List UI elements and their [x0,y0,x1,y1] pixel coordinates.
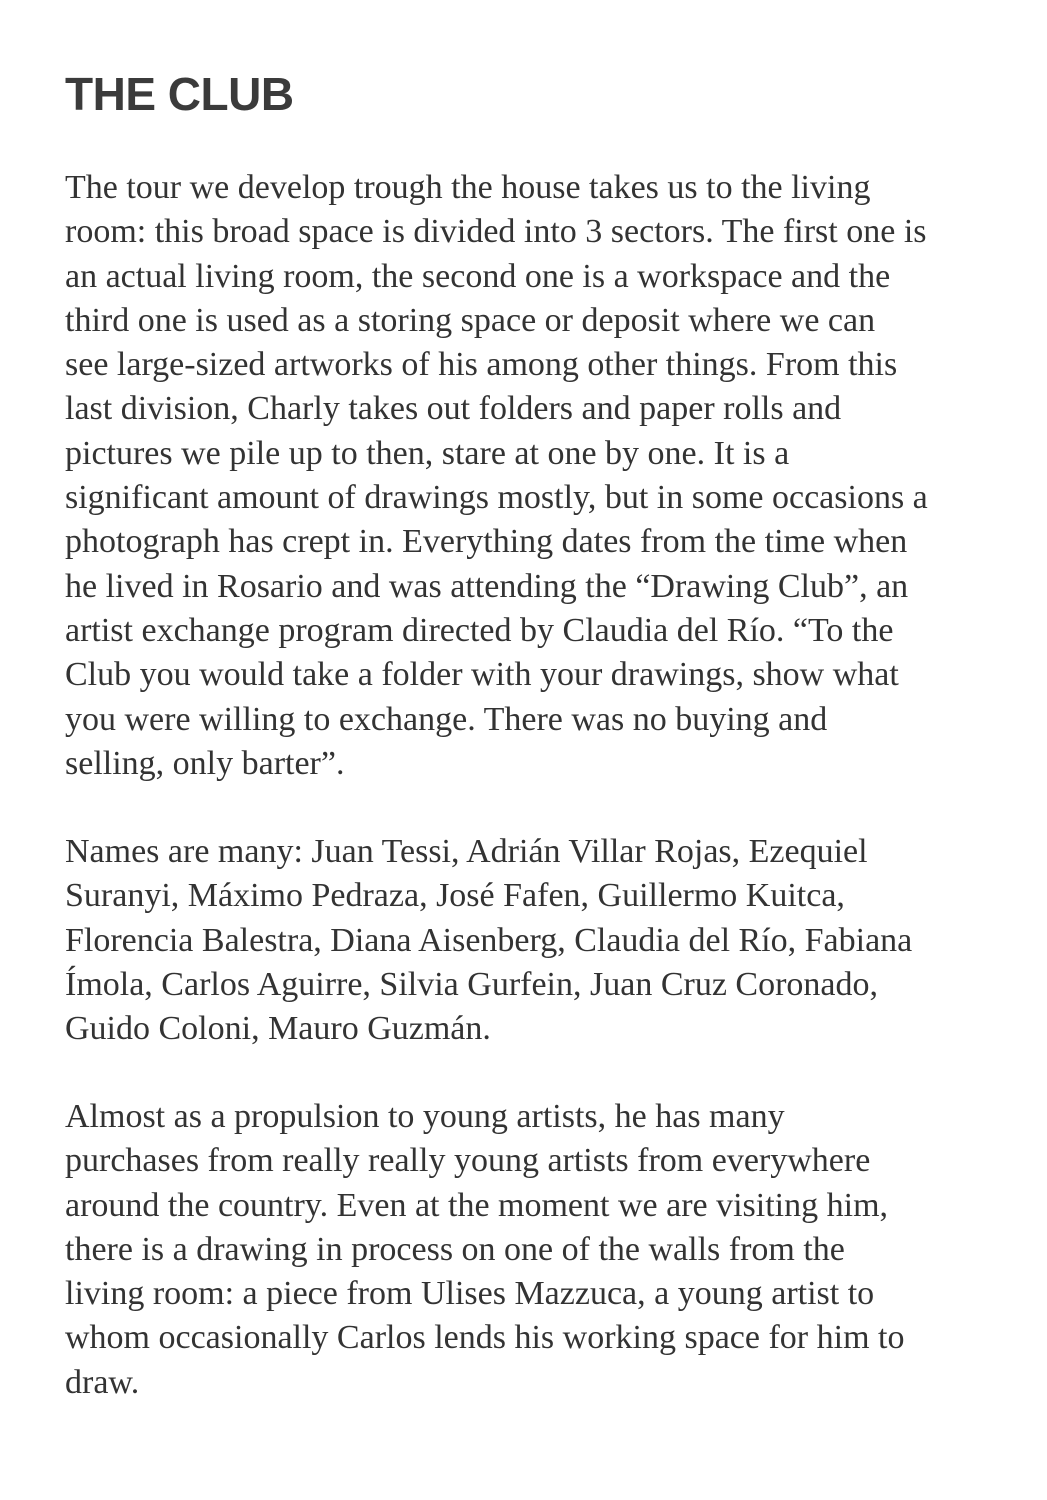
text-line: there is a drawing in process on one of the walls from the [65,1230,845,1268]
text-line: an actual living room, the second one is a workspace and the [65,257,891,295]
text-line: around the country. Even at the moment we are visiting him, [65,1186,889,1224]
page-title: THE CLUB [65,68,294,120]
text-line: see large-sized artworks of his among other things. From this [65,346,898,384]
text-line: The tour we develop trough the house takes us to the living [65,169,871,206]
paragraph-artist-names [65,830,912,1051]
text-line: Names are many: Juan Tessi, Adrián Villar Rojas, Ezequiel [65,833,868,870]
text-line: whom occasionally Carlos lends his working space for him to [65,1319,905,1357]
text-line: significant amount of drawings mostly, but in some occasions a [65,479,928,517]
text-line: Florencia Balestra, Diana Aisenberg, Claudia del Río, Fabiana [65,921,913,959]
text-line: Club you would take a folder with your drawings, show what [65,656,899,694]
text-line: he lived in Rosario and was attending the “Drawing Club”, an [65,567,909,605]
paragraph-young-artists [65,1095,904,1405]
text-line: Ímola, Carlos Aguirre, Silvia Gurfein, Juan Cruz Coronado, [65,965,879,1003]
text-line: you were willing to exchange. There was no buying and [65,700,828,738]
text-line: Guido Coloni, Mauro Guzmán. [65,1010,491,1048]
paragraph-studio-tour [65,166,928,786]
text-line: Almost as a propulsion to young artists, he has many [65,1098,785,1135]
text-line: last division, Charly takes out folders and paper rolls and [65,390,842,428]
text-line: photograph has crept in. Everything dates from the time when [65,523,908,561]
text-line: room: this broad space is divided into 3 sectors. The first one is [65,213,927,251]
text-line: artist exchange program directed by Claudia del Río. “To the [65,611,894,649]
text-line: selling, only barter”. [65,744,345,782]
text-line: pictures we pile up to then, stare at one by one. It is a [65,434,790,472]
text-line: draw. [65,1363,140,1401]
text-line: Suranyi, Máximo Pedraza, José Fafen, Guillermo Kuitca, [65,877,845,915]
text-line: purchases from really really young artists from everywhere [65,1142,871,1180]
text-line: living room: a piece from Ulises Mazzuca, a young artist to [65,1275,875,1313]
text-line: third one is used as a storing space or deposit where we can [65,301,876,339]
